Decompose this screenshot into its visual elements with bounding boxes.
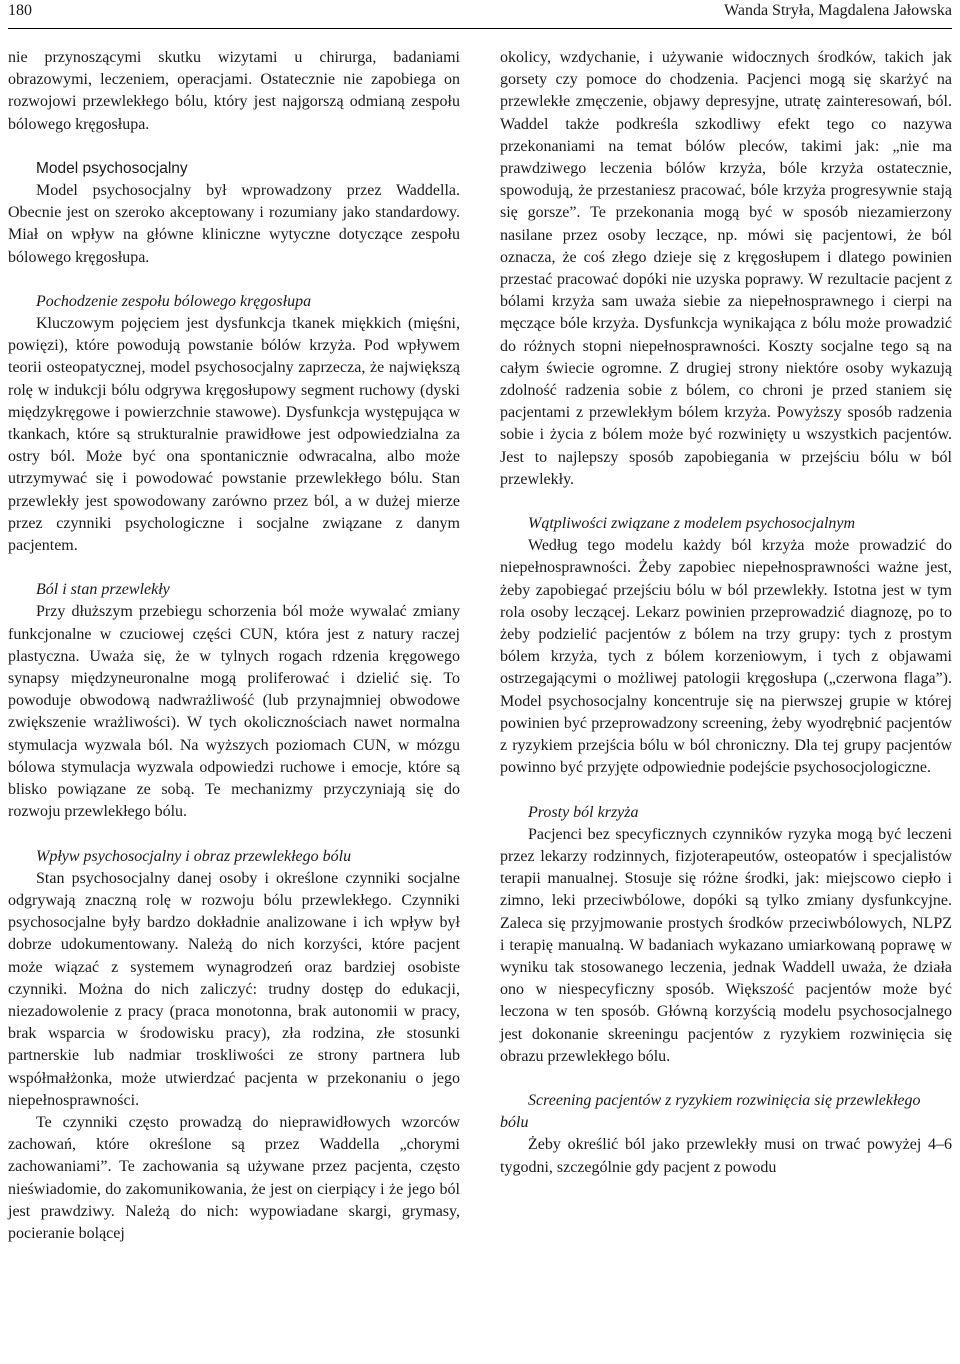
paragraph-influence-2: Te czynniki często prowadzą do nieprawidłowych wzorców zachowań, które określone są przez Waddella „chorymi zachowaniami”. Te zachowania są używane przez pacjenta, często nieświadomie, do zakomunikowania, że jest on cierpiący i że jego ból jest prawdziwy. Należą do nich: wypowiadane skargi, grymasy, pocieranie bolącej [8, 1113, 460, 1242]
running-header [8, 0, 952, 26]
paragraph-model: Model psychosocjalny był wprowadzony przez Waddella. Obecnie jest on szeroko akceptowany i rozumiany jako standardowy. Miał on wpływ na główne kliniczne wytyczne dotyczące zespołu bólowego kręgosłupa. [8, 182, 460, 266]
page-number: 180 [8, 2, 32, 19]
paragraph-influence-1: Stan psychosocjalny danej osoby i określone czynniki socjalne odgrywają znaczną rolę w rozwoju bólu przewlekłego. Czynniki psychosocjalne były bardzo dokładnie analizowane i ich wpływ był dobrze udokumentowany. Należą do nich korzyści, które pacjent może wiązać z systemem wynagrodzeń oraz bardziej osobiste czynniki. Można do nich zaliczyć: trudny dostęp do edukacji, niezadowolenie z pracy (praca monotonna, brak autonomii w pracy, brak wsparcia w środowisku pracy), zła rodzina, złe stosunki partnerskie lub nadmiar troskliwości ze strony partnera lub współmałżonka, może utwierdzać pacjenta w przekonaniu o jego niepełnosprawności. [8, 869, 460, 1109]
heading-psychosocial-influence: Wpływ psychosocjalny i obraz przewlekłego bólu [36, 847, 352, 865]
heading-simple-back-pain: Prosty ból krzyża [528, 803, 639, 821]
paragraph-simple-back-pain: Pacjenci bez specyficznych czynników ryzyka mogą być leczeni przez lekarzy rodzinnych, fizjoterapeutów, osteopatów i specjalistów terapii manualnej. Stosuje się różne środki, jak: miejscowo ciepło i zimno, leki przeciwbólowe, dopóki są tylko zmiany dysfunkcyjne. Zaleca się przyjmowanie prostych środków przeciwbólowych, NLPZ i terapię manualną. W badaniach wykazano umiarkowaną poprawę w wyniku tak stosowanego leczenia, jednak Waddell uważa, że działa ono w niespecyficzny sposób. Większość pacjentów może być leczona w ten sposób. Główną korzyścią modelu psychosocjalnego jest dokonanie skreeningu pacjentów z ryzykiem rozwinięcia się obrazu przewlekłego bólu. [500, 825, 952, 1065]
paragraph-screening: Żeby określić ból jako przewlekły musi on trwać powyżej 4–6 tygodni, szczególnie gdy pacjent z powodu [500, 1136, 952, 1176]
right-column [500, 47, 952, 1179]
paragraph-doubts: Według tego modelu każdy ból krzyża może prowadzić do niepełnosprawności. Żeby zapobiec niepełnosprawności ważne jest, żeby zapobiegać przejściu bólu w ból przewlekły. Istotna jest w tym rola osoby leczącej. Lekarz powinien przeprowadzić diagnozę, po to żeby podzielić pacjentów z bólem na trzy grupy: tych z prostym bólem krzyża, tych z bólem korzeniowym, i tych z objawami ostrzegającymi o możliwej patologii kręgosłupa („czerwona flaga”). Model psychosocjalny koncentruje się na pierwszej grupie w której powinien być przeprowadzony screening, żeby wyodrębnić pacjentów z ryzykiem przejścia bólu w ból chroniczny. Dla tej grupy pacjentów powinno być przyjęte odpowiednie podejście psychosocjologiczne. [500, 537, 952, 777]
paragraph-continuation: okolicy, wzdychanie, i używanie widocznych środków, takich jak gorsety czy pomoce do chodzenia. Pacjenci mogą się skarżyć na przewlekłe zmęczenie, objawy depresyjne, utratę zainteresowań, ból. Waddel także podkreśla szkodliwy efekt tego co nazywa przekonaniami na temat bólów pleców, takimi jak: „nie ma prawdziwego leczenia bólów krzyża, bóle krzyża ostatecznie, spowodują, że przestaniesz pracować, bóle krzyża progresywnie stają się gorsze”. Te przekonania mogą być w sposób niezamierzony nasilane przez osoby leczące, np. mówi się pacjentowi, że ból oznacza, że coś złego dzieje się z kręgosłupem i dlatego powinien przestać pracować dopóki nie uzyska poprawy. W rezultacie pacjent z bólami krzyża sam uważa siebie za niepełnosprawnego i cierpi na męczące bóle krzyża. Dysfunkcja wynikająca z bólu może prowadzić do różnych stopni niepełnosprawności. Koszty socjalne tego są na całym świecie ogromne. Z drugiej strony niektóre osoby wykazują zdolność radzenia sobie z bólem, co chroni je przed staniem się pacjentami z przewlekłym bólem krzyża. Powyższy sposób radzenia sobie i życia z bólem może być rozwinięty u wszystkich pacjentów. Jest to najlepszy sposób zapobiegania w przejściu bólu w ból przewlekły. [500, 49, 952, 488]
heading-doubts: Wątpliwości związane z modelem psychosocjalnym [528, 515, 856, 533]
running-header-authors: Wanda Stryła, Magdalena Jałowska [724, 2, 952, 19]
paragraph-chronic-pain: Przy dłuższym przebiegu schorzenia ból może wywalać zmiany funkcjonalne w czuciowej części CUN, która jest z natury raczej plastyczna. Uważa się, że w tylnych rogach rdzenia kręgowego synapsy międzyneuronalne mogą proliferować i dzielić się. To powoduje obwodową nadwrażliwość (lub przynajmniej obwodowe zwiększenie wrażliwości). W tych okolicznościach nawet normalna stymulacja wyzwala ból. Na wyższych poziomach CUN, w mózgu bólowa stymulacja wyzwala odpowiedzi ruchowe i emocje, które są blisko powiązane ze sobą. Te mechanizmy przyczyniają się do rozwoju przewlekłego bólu. [8, 603, 460, 821]
paragraph-origin: Kluczowym pojęciem jest dysfunkcja tkanek miękkich (mięśni, powięzi), które powodują powstanie bólów krzyża. Pod wpływem teorii osteopatycznej, model psychosocjalny zaprzecza, że największą rolę w indukcji bólu odgrywa kręgosłupowy segment ruchowy (dyski międzykręgowe i powierzchnie stawowe). Dysfunkcja występująca w tkankach, które są strukturalnie prawidłowe jest odpowiedzialna za ostry ból. Może być ona spontanicznie odwracalna, albo może utrzymywać się i powodować powstanie przewlekłego bólu. Stan przewlekły jest spowodowany zarówno przez ból, a w dużej mierze przez czynniki psychologiczne i socjalne związane z danym pacjentem. [8, 315, 460, 555]
heading-screening: Screening pacjentów z ryzykiem rozwinięcia się przewlekłego bólu [500, 1091, 921, 1132]
paragraph-intro: nie przynoszącymi skutku wizytami u chirurga, badaniami obrazowymi, leczeniem, operacjami. Ostatecznie nie zapobiega on rozwojowi przewlekłego bólu, który jest najgorszą odmianą zespołu bólowego kręgosłupa. [8, 49, 460, 133]
heading-origin: Pochodzenie zespołu bólowego kręgosłupa [36, 292, 312, 310]
header-rule [8, 28, 952, 29]
heading-model-psychosocial: Model psychosocjalny [36, 159, 188, 177]
heading-chronic-pain: Ból i stan przewlekły [36, 581, 170, 599]
left-column [8, 47, 460, 1245]
